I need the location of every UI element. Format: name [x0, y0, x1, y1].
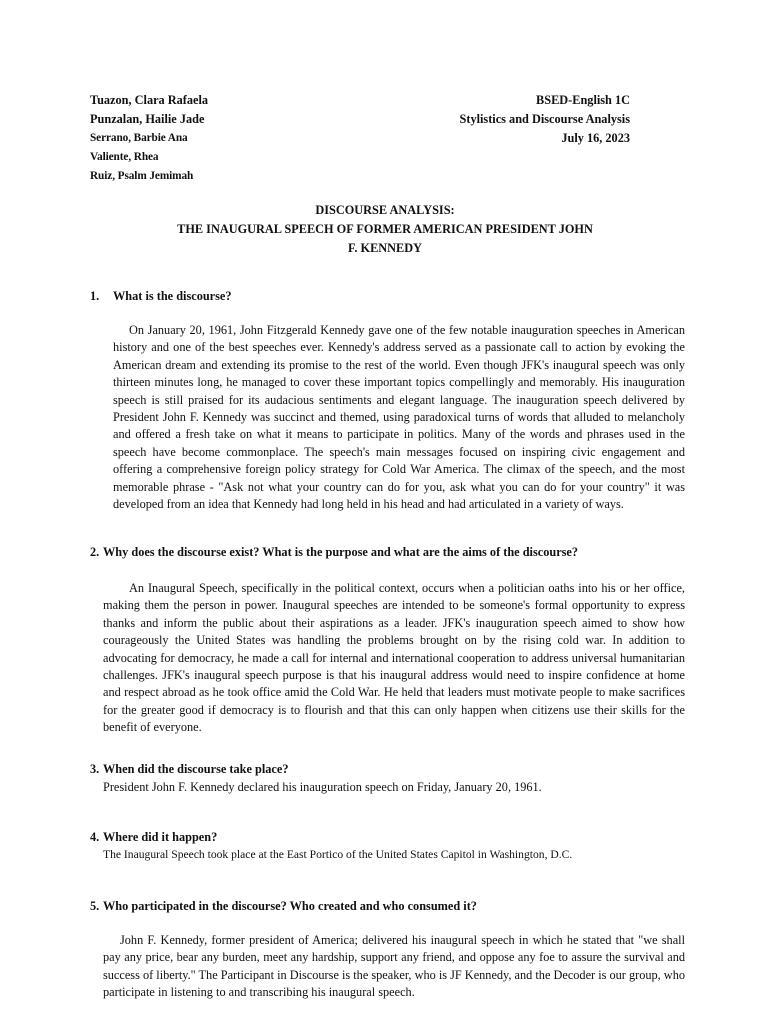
student-name: Tuazon, Clara Rafaela — [90, 93, 209, 107]
question-text: Why does the discourse exist? What is the purpose and what are the aims of the discourse? — [103, 545, 579, 559]
question-heading — [90, 828, 217, 846]
question-heading — [90, 760, 289, 778]
answer-paragraph: On January 20, 1961, John Fitzgerald Kennedy gave one of the few notable inauguration speeches in American history and one of the best speeches ever. Kennedy's address served as a passionate call to action by evoking the American dream and extending its promise to the rest of the world. Even though JFK's inaugural speech was only thirteen minutes long, he managed to cover these important topics compellingly and memorably. His inauguration speech is still praised for its audacious sentiments and elegant language. The inauguration speech delivered by President John F. Kennedy was succinct and themed, using paradoxical turns of words that alluded to melancholy and offered a fresh take on what it means to participate in politics. Many of the words and phrases used in the speech have become commonplace. The speech's main messages focused on inspiring civic engagement and offering a comprehensive foreign policy strategy for Cold War America. The climax of the speech, and the most memorable phrase - "Ask not what your country can do for you, ask what you can do for your country" it was developed from an idea that Kennedy had long held in his head and had articulated in a variety of ways. — [113, 323, 685, 512]
student-names — [90, 91, 208, 186]
title-line: THE INAUGURAL SPEECH OF FORMER AMERICAN PRESIDENT JOHN — [177, 222, 593, 236]
question-number: 1. — [90, 289, 100, 303]
student-name: Ruiz, Psalm Jemimah — [90, 170, 194, 182]
question-heading — [90, 287, 232, 305]
answer-paragraph: An Inaugural Speech, specifically in the political context, occurs when a politician oaths into his or her office, making them the person in power. Inaugural speeches are intended to be someone's formal opportunity to express thanks and inform the public about their aspirations as a leader. JFK's inauguration speech aimed to show how courageously the United States was handling the problems brought on by the rising cold war. In addition to advocating for democracy, he made a call for internal and international cooperation to address universal humanitarian challenges. JFK's inaugural speech purpose is that his inaugural address would need to inspire confidence at home and respect abroad as he took office amid the Cold War. He held that leaders must motivate people to make sacrifices for the greater good if democracy is to flourish and that this can only happen when citizens use their skills for the benefit of everyone. — [103, 581, 685, 735]
title-line: DISCOURSE ANALYSIS: — [315, 203, 455, 217]
question-number: 2. — [90, 545, 100, 559]
document-title — [140, 201, 630, 258]
student-name: Punzalan, Hailie Jade — [90, 112, 205, 126]
question-text: When did the discourse take place? — [103, 762, 289, 776]
answer-paragraph: John F. Kennedy, former president of America; delivered his inaugural speech in which he stated that "we shall pay any price, bear any burden, meet any hardship, support any friend, and oppose any foe to assure the survival and success of liberty." The Participant in Discourse is the speaker, who is JF Kennedy, and the Decoder is our group, who participate in listening to and transcribing his inaugural speech. — [103, 933, 685, 1000]
question-number: 4. — [90, 830, 100, 844]
answer-paragraph: President John F. Kennedy declared his inauguration speech on Friday, January 20, 1961. — [103, 780, 542, 794]
question-text: Where did it happen? — [103, 830, 218, 844]
question-heading — [90, 897, 477, 915]
question-number: 5. — [90, 899, 100, 913]
course-code: BSED-English 1C — [536, 93, 630, 107]
title-line: F. KENNEDY — [347, 241, 423, 255]
course-info — [460, 91, 630, 148]
question-text: Who participated in the discourse? Who created and who consumed it? — [103, 899, 477, 913]
subject-name: Stylistics and Discourse Analysis — [459, 112, 630, 126]
student-name: Valiente, Rhea — [90, 151, 159, 163]
answer-paragraph: The Inaugural Speech took place at the East Portico of the United States Capitol in Washington, D.C. — [103, 848, 573, 861]
question-number: 3. — [90, 762, 100, 776]
document-date: July 16, 2023 — [561, 131, 630, 145]
question-text: What is the discourse? — [113, 289, 232, 303]
question-heading — [90, 543, 578, 561]
student-name: Serrano, Barbie Ana — [90, 132, 188, 144]
